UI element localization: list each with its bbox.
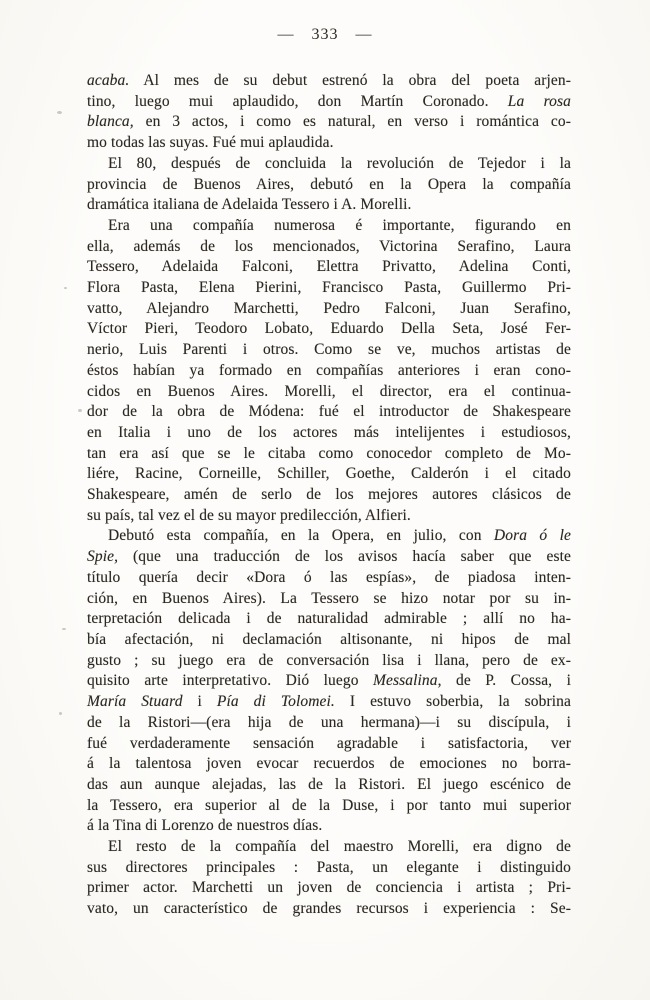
text-run: liére, Racine, Corneille, Schiller, Goethe, Calderón i el citado	[87, 465, 571, 483]
text-line	[87, 299, 571, 320]
text-run: nerio, Luis Parenti i otros. Como se ve, muchos artistas de	[87, 341, 571, 359]
text-run: Flora Pasta, Elena Pierini, Francisco Pasta, Guillermo Pri-	[87, 279, 571, 297]
text-line	[87, 423, 571, 444]
text-line	[87, 899, 571, 920]
italic-text-run: Dora ó le	[493, 527, 571, 545]
text-run: Tessero, Adelaida Falconi, Elettra Privatto, Adelina Conti,	[87, 258, 571, 276]
text-line	[87, 319, 571, 340]
text-block	[87, 71, 571, 920]
scan-artifact	[78, 409, 82, 412]
text-run: dramática italiana de Adelaida Tessero i A. Morelli.	[87, 196, 412, 214]
text-line	[87, 133, 571, 154]
text-run: quisito arte interpretativo. Dió luego	[87, 672, 373, 690]
text-run: (que una traducción de los avisos hacía saber que este	[118, 548, 571, 566]
text-run: la Tessero, era superior al de la Duse, i por tanto mui superior	[87, 796, 571, 814]
text-line	[87, 444, 571, 465]
text-run: Víctor Pieri, Teodoro Lobato, Eduardo Della Seta, José Fer-	[87, 320, 571, 338]
text-run: , de P. Cossa, i	[437, 672, 571, 690]
italic-text-run: Pía di Tolomei.	[216, 693, 335, 711]
text-line	[87, 775, 571, 796]
text-run: su país, tal vez el de su mayor predilección, Alfieri.	[87, 506, 411, 524]
text-run: i	[182, 693, 217, 711]
text-run: gusto ; su juego era de conversación lisa i llana, pero de ex-	[87, 651, 571, 669]
text-run: El resto de la compañía del maestro Morelli, era digno de	[108, 838, 571, 856]
page-number: — 333 —	[277, 26, 373, 43]
text-run: Shakespeare, amén de serlo de los mejores autores clásicos de	[87, 486, 571, 504]
text-run: vatto, Alejandro Marchetti, Pedro Falconi, Juan Serafino,	[87, 299, 571, 317]
scan-artifact	[59, 712, 62, 715]
text-run: provincia de Buenos Aires, debutó en la Opera la compañía	[87, 175, 571, 193]
text-line	[87, 175, 571, 196]
text-run: á la talentosa joven evocar recuerdos de emociones no borra-	[87, 755, 571, 773]
italic-text-run: Messalina	[372, 672, 438, 690]
text-line	[87, 257, 571, 278]
text-run: en 3 actos, i como es natural, en verso i romántica co-	[133, 113, 571, 131]
text-line	[87, 630, 571, 651]
text-line	[87, 237, 571, 258]
text-line	[87, 71, 571, 92]
text-line	[87, 485, 571, 506]
text-run: das aun aunque alejadas, las de la Ristori. El juego escénico de	[87, 775, 571, 793]
text-run: título quería decir «Dora ó las espías», de piadosa inten-	[87, 568, 571, 586]
text-line	[87, 464, 571, 485]
text-line	[87, 154, 571, 175]
text-line	[87, 858, 571, 879]
text-line	[87, 589, 571, 610]
text-line	[87, 609, 571, 630]
text-line	[87, 92, 571, 113]
italic-text-run: acaba.	[87, 72, 130, 89]
text-run: ella, además de los mencionados, Victorina Serafino, Laura	[87, 237, 571, 255]
text-line	[87, 526, 571, 547]
text-line	[87, 195, 571, 216]
text-line	[87, 568, 571, 589]
text-run: ción, en Buenos Aires). La Tessero se hizo notar por su in-	[87, 589, 571, 607]
scan-artifact	[64, 287, 67, 289]
text-line	[87, 216, 571, 237]
text-run: dor de la obra de Módena: fué el introductor de Shakespeare	[87, 403, 571, 421]
text-run: vato, un característico de grandes recursos i experiencia : Se-	[87, 900, 571, 918]
text-line	[87, 651, 571, 672]
scan-artifact	[57, 111, 62, 114]
text-run: cidos en Buenos Aires. Morelli, el director, era el continua-	[87, 382, 571, 400]
text-line	[87, 382, 571, 403]
text-run: éstos habían ya formado en compañías anteriores i eran cono-	[87, 361, 571, 379]
text-line	[87, 796, 571, 817]
text-line	[87, 361, 571, 382]
text-line	[87, 837, 571, 858]
italic-text-run: Spie,	[87, 548, 119, 566]
text-run: tino, luego mui aplaudido, don Martín Coronado.	[87, 92, 508, 110]
text-run: á la Tina di Lorenzo de nuestros días.	[87, 817, 323, 835]
text-run: en Italia i uno de los actores más intelijentes i estudiosos,	[87, 423, 571, 441]
text-run: de la Ristori—(era hija de una hermana)—i su discípula, i	[87, 713, 571, 731]
text-run: bía afectación, ni declamación altisonante, ni hipos de mal	[87, 630, 571, 648]
text-line	[87, 692, 571, 713]
text-line	[87, 340, 571, 361]
text-run: Era una compañía numerosa é importante, figurando en	[108, 216, 571, 234]
text-line	[87, 547, 571, 568]
text-line	[87, 754, 571, 775]
text-line	[87, 713, 571, 734]
italic-text-run: blanca,	[87, 113, 134, 131]
text-run: Al mes de su debut estrenó la obra del poeta arjen-	[129, 72, 571, 89]
text-line	[87, 112, 571, 133]
italic-text-run: María Stuard	[87, 693, 183, 711]
scan-artifact	[62, 628, 66, 630]
text-run: fué verdaderamente sensación agradable i satisfactoria, ver	[87, 734, 571, 752]
text-line	[87, 506, 571, 527]
text-run: primer actor. Marchetti un joven de conciencia i artista ; Pri-	[87, 879, 571, 897]
text-line	[87, 816, 571, 837]
text-line	[87, 278, 571, 299]
italic-text-run: La rosa	[507, 92, 572, 110]
text-line	[87, 402, 571, 423]
text-run: El 80, después de concluida la revolución de Tejedor i la	[108, 154, 571, 172]
text-line	[87, 734, 571, 755]
text-run: sus directores principales : Pasta, un elegante i distinguido	[87, 858, 571, 876]
text-run: tan era así que se le citaba como conocedor completo de Mo-	[87, 444, 571, 462]
text-run: Debutó esta compañía, en la Opera, en julio, con	[108, 527, 494, 545]
text-run: I estuvo soberbia, la sobrina	[334, 693, 571, 711]
text-line	[87, 671, 571, 692]
text-run: terpretación delicada i de naturalidad admirable ; allí no ha-	[87, 610, 571, 628]
text-run: mo todas las suyas. Fué mui aplaudida.	[87, 134, 334, 152]
text-line	[87, 878, 571, 899]
